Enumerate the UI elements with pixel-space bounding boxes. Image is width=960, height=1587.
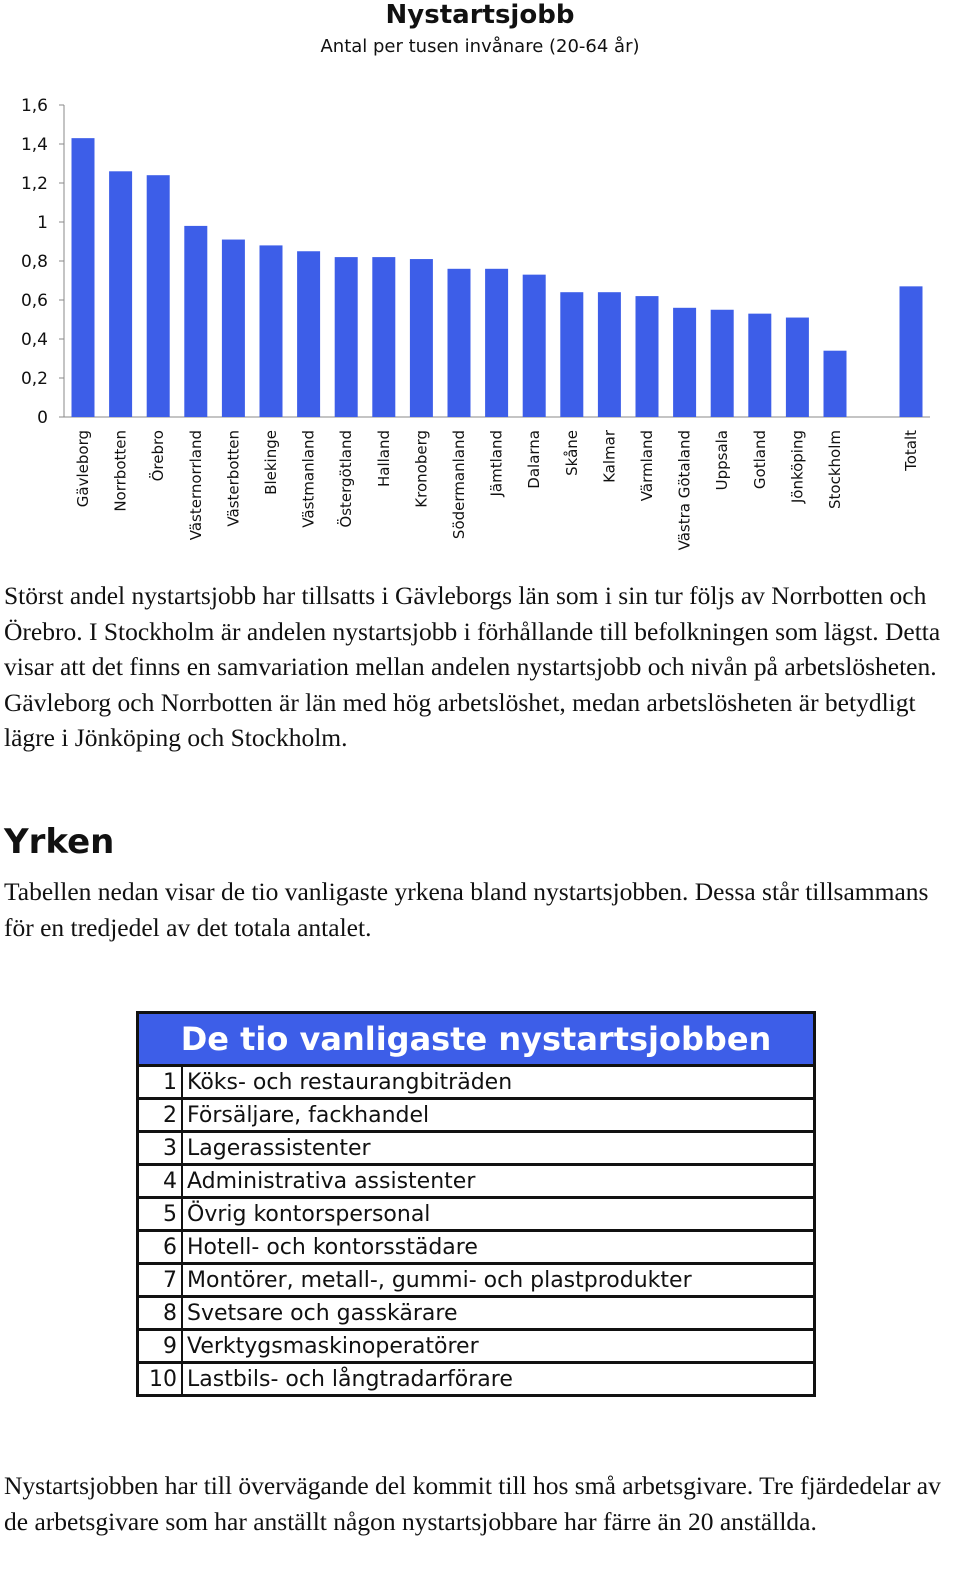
row-label: Lastbils- och långtradarförare bbox=[182, 1363, 815, 1396]
bar-södermanland bbox=[448, 269, 471, 417]
x-tick-label: Västra Götaland bbox=[675, 430, 694, 551]
bar-kronoberg bbox=[410, 259, 433, 417]
x-tick-label: Örebro bbox=[149, 430, 168, 482]
row-label: Montörer, metall-, gummi- och plastprodukter bbox=[182, 1264, 815, 1297]
row-label: Lagerassistenter bbox=[182, 1132, 815, 1165]
row-number: 1 bbox=[138, 1066, 183, 1099]
x-tick-label: Kronoberg bbox=[412, 430, 431, 508]
bar-blekinge bbox=[260, 245, 283, 417]
bar-västra-götaland bbox=[673, 308, 696, 417]
table-title: De tio vanligaste nystartsjobben bbox=[138, 1013, 815, 1066]
row-number: 6 bbox=[138, 1231, 183, 1264]
row-number: 8 bbox=[138, 1297, 183, 1330]
x-tick-label: Jönköping bbox=[788, 430, 807, 504]
y-tick-label: 1,6 bbox=[20, 96, 48, 116]
table-row bbox=[138, 1264, 815, 1297]
table-row bbox=[138, 1132, 815, 1165]
x-tick-label: Totalt bbox=[902, 430, 920, 471]
x-tick-label: Östergötland bbox=[337, 430, 356, 528]
occupations-table bbox=[136, 1011, 816, 1397]
row-label: Verktygsmaskinoperatörer bbox=[182, 1330, 815, 1363]
table-row bbox=[138, 1297, 815, 1330]
x-tick-label: Västernorrland bbox=[186, 430, 205, 541]
bar-värmland bbox=[636, 296, 659, 417]
table-row bbox=[138, 1198, 815, 1231]
section-heading-yrken: Yrken bbox=[4, 822, 115, 862]
y-tick-label: 0,8 bbox=[20, 252, 48, 272]
table-row bbox=[138, 1231, 815, 1264]
bar-gotland bbox=[748, 314, 771, 417]
bar-kalmar bbox=[598, 292, 621, 417]
row-label: Svetsare och gasskärare bbox=[182, 1297, 815, 1330]
x-tick-label: Gotland bbox=[750, 430, 769, 490]
row-label: Köks- och restaurangbiträden bbox=[182, 1066, 815, 1099]
chart-subtitle: Antal per tusen invånare (20-64 år) bbox=[320, 36, 640, 57]
table-row bbox=[138, 1066, 815, 1099]
y-tick-label: 1 bbox=[37, 213, 48, 233]
bar-östergötland bbox=[335, 257, 358, 417]
bar-västernorrland bbox=[184, 226, 207, 417]
row-number: 4 bbox=[138, 1165, 183, 1198]
x-tick-label: Stockholm bbox=[826, 430, 844, 509]
row-number: 7 bbox=[138, 1264, 183, 1297]
x-tick-label: Norrbotten bbox=[111, 430, 130, 512]
bar-örebro bbox=[147, 175, 170, 417]
x-tick-label: Södermanland bbox=[450, 430, 468, 540]
y-tick-label: 0 bbox=[37, 408, 48, 428]
table-row bbox=[138, 1165, 815, 1198]
x-tick-label: Dalarna bbox=[525, 430, 544, 489]
paragraph-table-intro: Tabellen nedan visar de tio vanligaste yrkena bland nystartsjobben. Dessa står tillsammans för en tredjedel av det totala antalet. bbox=[4, 877, 929, 942]
paragraph-intro: Störst andel nystartsjobb har tillsatts i Gävleborgs län som i sin tur följs av Norrbotten och Örebro. I Stockholm är andelen nystartsjobb i förhållande till befolkningen som lägst. Detta visar att det finns en samvariation mellan andelen nystartsjobb och nivån på arbetslösheten. Gävleborg och Norrbotten är län med hög arbetslöshet, medan arbetslösheten är betydligt lägre i Jönköping och Stockholm. bbox=[4, 581, 941, 752]
bar-västmanland bbox=[297, 251, 320, 417]
row-label: Övrig kontorspersonal bbox=[182, 1198, 815, 1231]
chart-title: Nystartsjobb bbox=[385, 0, 575, 30]
bar-västerbotten bbox=[222, 240, 245, 417]
row-number: 10 bbox=[138, 1363, 183, 1396]
row-number: 9 bbox=[138, 1330, 183, 1363]
table-row bbox=[138, 1099, 815, 1132]
paragraph-employers: Nystartsjobben har till övervägande del kommit till hos små arbetsgivare. Tre fjärdedelar av de arbetsgivare som har anställt någon nystartsjobbare har färre än 20 anställda. bbox=[4, 1471, 941, 1536]
row-label: Försäljare, fackhandel bbox=[182, 1099, 815, 1132]
x-tick-label: Jämtland bbox=[487, 430, 506, 497]
x-tick-label: Västerbotten bbox=[224, 430, 243, 527]
y-tick-label: 1,2 bbox=[20, 174, 48, 194]
bar-chart-svg bbox=[0, 0, 960, 560]
bar-halland bbox=[372, 257, 395, 417]
x-tick-label: Gävleborg bbox=[74, 430, 92, 508]
row-number: 5 bbox=[138, 1198, 183, 1231]
y-tick-label: 1,4 bbox=[20, 135, 48, 155]
nystartsjobb-chart bbox=[0, 0, 960, 560]
x-tick-label: Blekinge bbox=[262, 430, 280, 495]
bar-gävleborg bbox=[72, 138, 95, 417]
y-tick-label: 0,4 bbox=[20, 330, 48, 350]
bar-skåne bbox=[560, 292, 583, 417]
bar-totalt bbox=[900, 286, 923, 417]
row-label: Hotell- och kontorsstädare bbox=[182, 1231, 815, 1264]
row-label: Administrativa assistenter bbox=[182, 1165, 815, 1198]
x-tick-label: Skåne bbox=[562, 430, 581, 476]
table-row bbox=[138, 1363, 815, 1396]
y-tick-label: 0,2 bbox=[20, 369, 48, 389]
bar-jönköping bbox=[786, 318, 809, 417]
bar-uppsala bbox=[711, 310, 734, 417]
bar-stockholm bbox=[824, 351, 847, 417]
bar-dalarna bbox=[523, 275, 546, 417]
x-tick-label: Uppsala bbox=[713, 430, 732, 491]
y-tick-label: 0,6 bbox=[20, 291, 48, 311]
x-tick-label: Värmland bbox=[638, 430, 656, 502]
row-number: 2 bbox=[138, 1099, 183, 1132]
x-tick-label: Västmanland bbox=[299, 430, 318, 528]
x-tick-label: Kalmar bbox=[600, 430, 619, 483]
bar-jämtland bbox=[485, 269, 508, 417]
bar-norrbotten bbox=[109, 171, 132, 417]
row-number: 3 bbox=[138, 1132, 183, 1165]
x-tick-label: Halland bbox=[374, 430, 393, 488]
table-row bbox=[138, 1330, 815, 1363]
